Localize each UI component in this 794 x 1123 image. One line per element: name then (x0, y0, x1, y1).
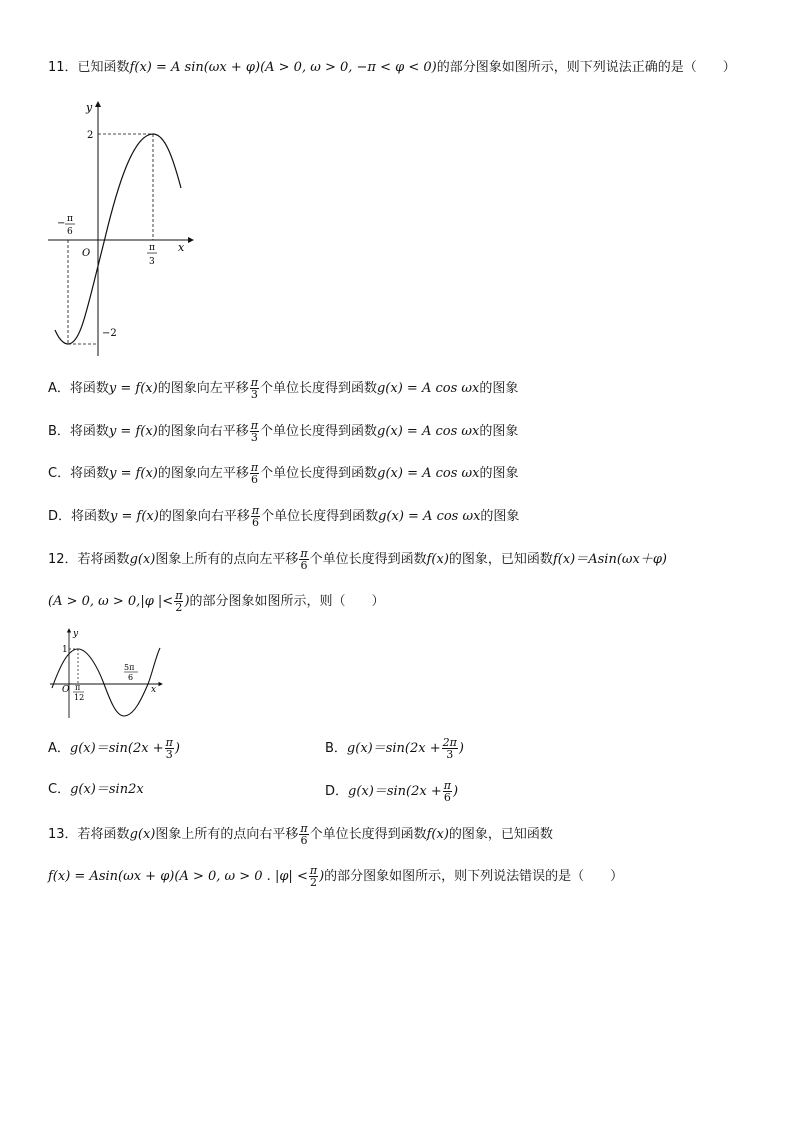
option-text: 将函数 (70, 466, 110, 481)
q11-function-def: f(x) = A sin(ωx + φ)(A > 0, ω > 0, −π < φ < 0) (129, 60, 437, 75)
q11-stem-text-a: 已知函数 (77, 60, 130, 75)
q11-right-den: 3 (149, 257, 155, 267)
q11-stem (48, 58, 736, 78)
q13-stem-line2 (48, 865, 623, 888)
option-text: 个单位长度得到函数 (260, 466, 378, 481)
option-g-function: g(x) = A cos ωx (377, 466, 480, 481)
q11-number: 11． (48, 60, 78, 75)
q13-g-function: g(x) (129, 827, 156, 842)
option-text: 的图象向左平移 (157, 381, 249, 396)
option-text: 个单位长度得到函数 (261, 509, 379, 524)
q12-origin-label: O (62, 685, 70, 695)
option-formula-close: ) (458, 741, 464, 756)
q12-condition-fraction: $\frac{\pi}{2}$ (175, 589, 183, 614)
q13-stem-line1 (48, 823, 553, 846)
q11-right-num: π (149, 243, 155, 253)
q11-left-sign: − (57, 218, 66, 229)
q13-f-definition: f(x) = Asin(ωx + φ)(A > 0, ω > 0 . |φ| < (48, 869, 308, 884)
q11-x-label: x (178, 241, 185, 254)
q11-origin-label: O (82, 248, 91, 259)
option-function: y = f(x) (110, 509, 159, 524)
q12-option-d[interactable] (325, 780, 458, 803)
option-g-function: g(x) = A cos ωx (378, 509, 481, 524)
q12-x2-num: 5π (124, 663, 135, 672)
option-g-function: g(x) = A cos ωx (376, 381, 480, 396)
q13-condition-close: ) (319, 869, 325, 884)
option-label: A． (48, 741, 70, 756)
option-text: 的图象 (479, 424, 519, 439)
option-fraction: $\frac{\pi}{6}$ (250, 461, 259, 486)
option-formula: g(x)＝sin2x (70, 782, 144, 797)
q11-option-b[interactable] (48, 420, 518, 443)
q12-condition: (A > 0, ω > 0,|φ |< (48, 594, 174, 609)
option-text: 个单位长度得到函数 (259, 424, 377, 439)
option-formula: g(x)＝sin(2x + (346, 741, 441, 756)
option-fraction: $\frac{\pi}{3}$ (250, 419, 258, 444)
q12-x2-den: 6 (128, 673, 134, 682)
q12-max-label: 1 (62, 645, 68, 655)
option-formula-close: ) (452, 784, 459, 799)
q11-min-label: −2 (102, 328, 117, 339)
q12-text: 图象上所有的点向左平移 (155, 552, 299, 567)
option-formula: g(x)＝sin(2x + (69, 741, 164, 756)
option-g-function: g(x) = A cos ωx (377, 424, 480, 439)
option-fraction: $\frac{\pi}{6}$ (443, 779, 451, 804)
q12-g-function: g(x) (129, 552, 156, 567)
option-text: 的图象向右平移 (158, 509, 250, 524)
option-function: y = f(x) (108, 424, 158, 439)
option-label: D． (325, 784, 349, 799)
option-text: 个单位长度得到函数 (259, 381, 377, 396)
q11-option-c[interactable] (48, 462, 519, 485)
q13-shift-fraction: $\frac{\pi}{6}$ (300, 822, 308, 847)
q12-x1-num: π (75, 683, 81, 692)
option-label: B． (325, 741, 347, 756)
q12-graph (48, 626, 164, 720)
q12-shift-fraction: $\frac{\pi}{6}$ (300, 547, 308, 572)
option-formula: g(x)＝sin(2x + (348, 784, 442, 799)
q11-y-label: y (86, 101, 93, 114)
q12-text: 的图象，已知函数 (448, 552, 553, 567)
q12-stem-line2 (48, 590, 385, 613)
q12-stem-line1 (48, 548, 667, 571)
option-text: 的图象向左平移 (157, 466, 249, 481)
q11-stem-text-b: 的部分图象如图所示，则下列说法正确的是（ ） (436, 60, 736, 75)
option-fraction: $\frac{\pi}{6}$ (251, 504, 260, 529)
option-function: y = f(x) (108, 381, 158, 396)
q11-option-a[interactable] (48, 377, 518, 400)
q11-left-den: 6 (67, 227, 73, 237)
q12-text: 若将函数 (77, 552, 130, 567)
option-text: 的图象 (480, 509, 520, 524)
option-fraction: $\frac{\pi}{3}$ (250, 376, 258, 401)
option-formula-close: ) (174, 741, 180, 756)
q12-text: 个单位长度得到函数 (309, 552, 427, 567)
q12-f-function: f(x) (426, 552, 449, 567)
q11-max-label: 2 (87, 130, 94, 141)
q12-number: 12． (48, 552, 78, 567)
q12-x1-den: 12 (74, 693, 85, 702)
option-fraction: $\frac{\pi}{3}$ (165, 736, 173, 761)
q13-text: 个单位长度得到函数 (309, 827, 427, 842)
q13-text: 若将函数 (77, 827, 130, 842)
option-label: A． (48, 381, 70, 396)
q11-left-num: π (67, 214, 73, 224)
option-label: C． (48, 782, 71, 797)
q13-number: 13． (48, 827, 78, 842)
q13-text: 图象上所有的点向右平移 (155, 827, 299, 842)
option-text: 的图象 (479, 381, 519, 396)
q11-graph (45, 98, 195, 360)
q12-x-label: x (151, 685, 157, 695)
option-label: C． (48, 466, 71, 481)
q12-f-definition: f(x)＝Asin(ωx＋φ) (552, 552, 667, 567)
option-label: B． (48, 424, 70, 439)
option-function: y = f(x) (109, 466, 158, 481)
q13-condition-fraction: $\frac{\pi}{2}$ (309, 864, 318, 889)
option-text: 将函数 (69, 424, 109, 439)
option-text: 将函数 (71, 509, 111, 524)
q12-condition-close: ) (184, 594, 190, 609)
q12-option-c[interactable] (48, 780, 144, 800)
q12-curve (52, 648, 160, 716)
option-fraction: $\frac{2\pi}{3}$ (442, 736, 457, 761)
q12-text: 的部分图象如图所示，则（ ） (189, 594, 385, 609)
q12-option-b[interactable] (325, 737, 464, 760)
q12-y-label: y (73, 629, 79, 639)
q13-text: 的部分图象如图所示，则下列说法错误的是（ ） (324, 869, 624, 884)
q13-f-function: f(x) (426, 827, 449, 842)
option-label: D． (48, 509, 72, 524)
option-text: 将函数 (69, 381, 109, 396)
option-text: 的图象 (479, 466, 519, 481)
q13-text: 的图象，已知函数 (448, 827, 553, 842)
option-text: 的图象向右平移 (157, 424, 249, 439)
q12-option-a[interactable] (48, 737, 180, 760)
q11-option-d[interactable] (48, 505, 519, 528)
q11-curve (55, 134, 181, 344)
